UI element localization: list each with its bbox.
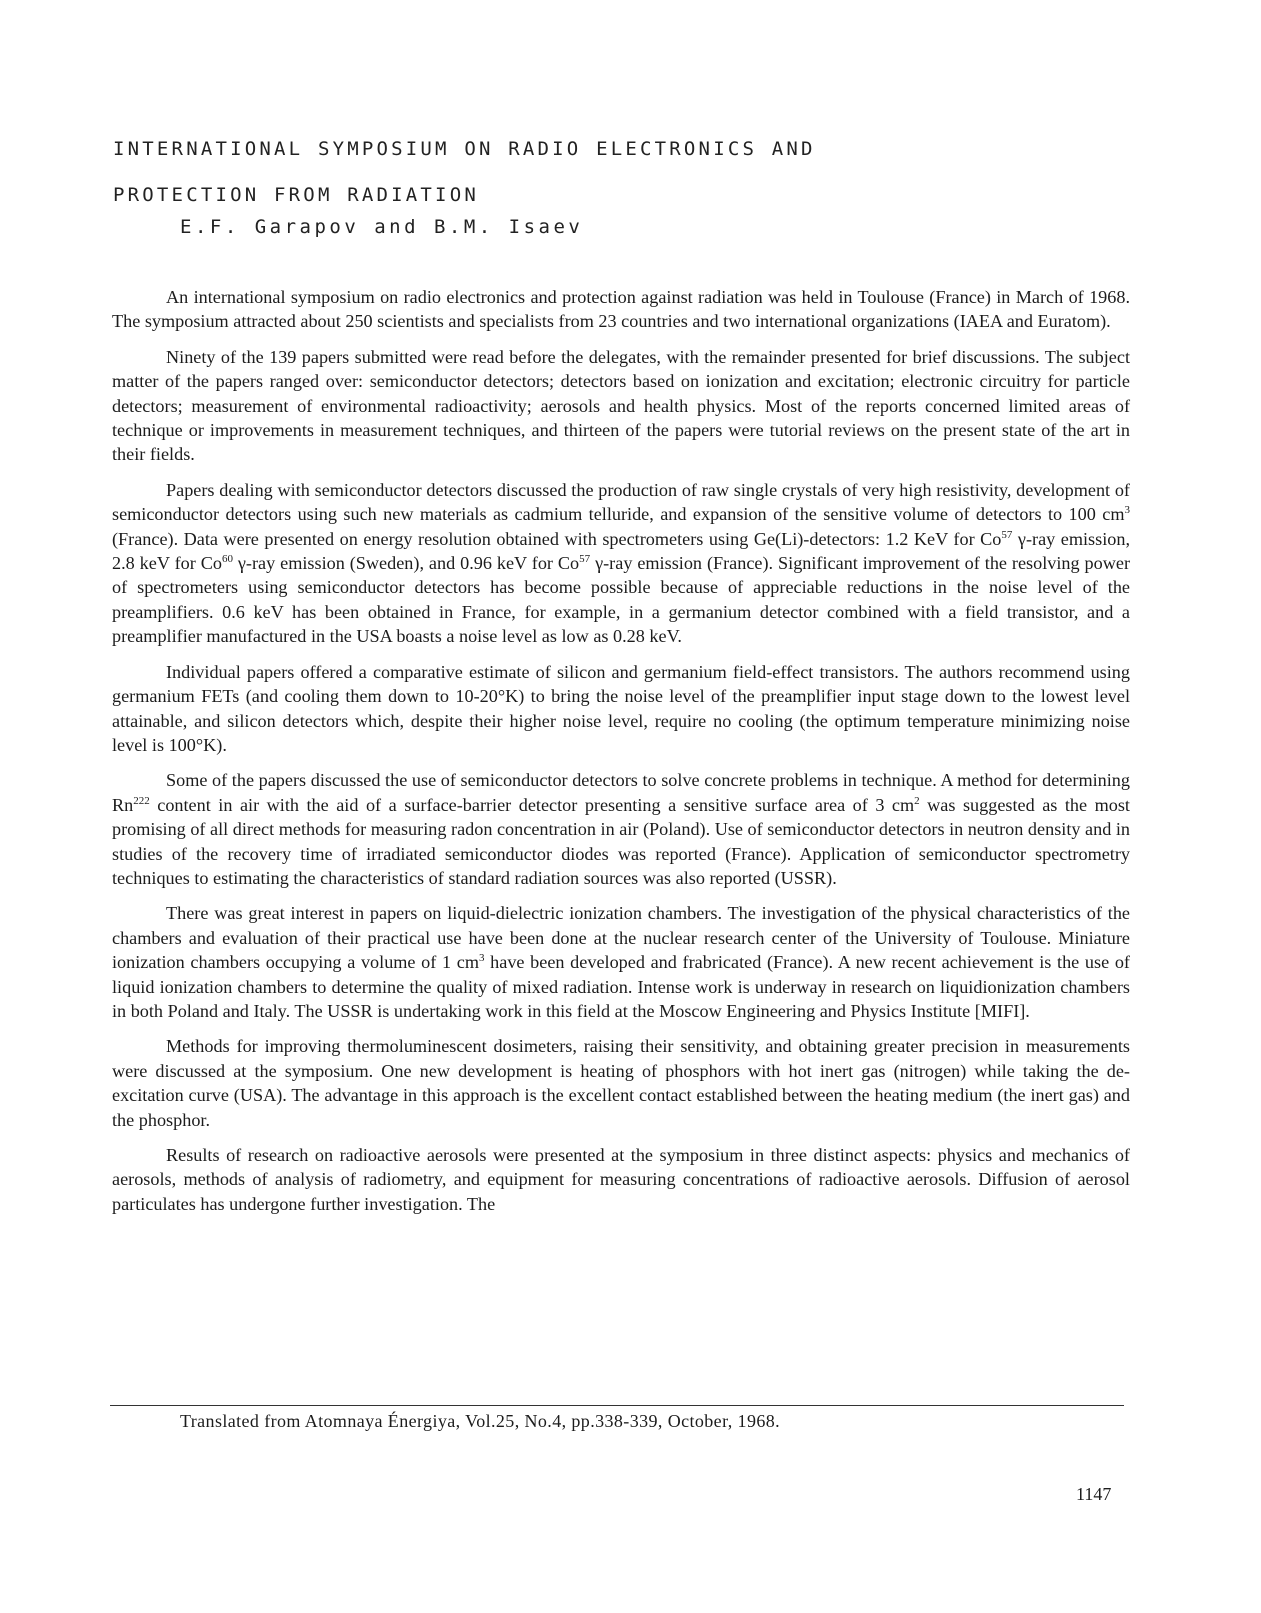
body-paragraph	[112, 901, 1130, 1023]
superscript: 3	[1124, 504, 1130, 517]
article-title	[113, 126, 1013, 218]
title-line-2: PROTECTION FROM RADIATION	[113, 184, 479, 206]
paragraph-text: Methods for improving thermoluminescent dosimeters, raising their sensitivity, and obtaining greater precision in measurements were discussed at the symposium. One new development is heating of phosphors with hot inert gas (nitrogen) while taking the de-excitation curve (USA). The advantage in this approach is the excellent contact established between the heating medium (the inert gas) and the phosphor.	[112, 1036, 1130, 1130]
superscript: 2	[914, 794, 920, 807]
paragraph-text: was suggested as the most promising of all direct methods for measuring radon concentration in air (Poland). Use of semiconductor detectors in neutron density and in studies of the recovery time of irradiated semiconductor diodes was reported (France). Application of semiconductor spectrometry techniques to estimating the characteristics of standard radiation sources was also reported (USSR).	[112, 794, 1130, 888]
superscript: 60	[221, 553, 233, 566]
paragraph-text: have been developed and frabricated (France). A new recent achievement is the use of liquid ionization chambers to determine the quality of mixed radiation. Intense work is underway in research on liquidionization chambers in both Poland and Italy. The USSR is undertaking work in this field at the Moscow Engineering and Physics Institute [MIFI].	[112, 952, 1130, 1021]
title-line-1: INTERNATIONAL SYMPOSIUM ON RADIO ELECTRONICS AND	[113, 138, 816, 160]
paragraph-text: γ-ray emission, 2.8 keV for Co	[112, 528, 1130, 574]
superscript: 57	[1001, 528, 1013, 541]
page-number: 1147	[1076, 1484, 1112, 1504]
paragraph-text: γ-ray emission (France). Significant improvement of the resolving power of spectrometers using semiconductor detectors has become possible because of appreciable reductions in the noise level of the preamplifiers. 0.6 keV has been obtained in France, for example, in a germanium detector combined with a field transistor, and a preamplifier manufactured in the USA boasts a noise level as low as 0.28 keV.	[112, 553, 1130, 647]
body-paragraph	[112, 1034, 1130, 1132]
paragraph-text: Papers dealing with semiconductor detectors discussed the production of raw single crystals of very high resistivity, development of semiconductor detectors using such new materials as cadmium telluride, and expansion of the sensitive volume of detectors to 100 cm	[112, 479, 1130, 525]
paragraph-text: Individual papers offered a comparative estimate of silicon and germanium field-effect transistors. The authors recommend using germanium FETs (and cooling them down to 10-20°K) to bring the noise level of the preamplifier input stage down to the lowest level attainable, and silicon detectors which, despite their higher noise level, require no cooling (the optimum temperature minimizing noise level is 100°K).	[112, 661, 1130, 755]
paragraph-text: Results of research on radioactive aerosols were presented at the symposium in three distinct aspects: physics and mechanics of aerosols, methods of analysis of radiometry, and equipment for measuring concentrations of radioactive aerosols. Diffusion of aerosol particulates has undergone further investigation. The	[112, 1145, 1130, 1214]
body-paragraph	[112, 660, 1130, 758]
paragraph-text: There was great interest in papers on liquid-dielectric ionization chambers. The investigation of the physical characteristics of the chambers and evaluation of their practical use have been done at the nuclear research center of the University of Toulouse. Miniature ionization chambers occupying a volume of 1 cm	[112, 903, 1130, 973]
body-paragraph	[112, 285, 1130, 334]
paragraph-text: (France). Data were presented on energy resolution obtained with spectrometers using Ge(Li)-detectors: 1.2 KeV for Co	[112, 528, 1002, 549]
superscript: 222	[133, 794, 150, 807]
paragraph-text: γ-ray emission (Sweden), and 0.96 keV for Co	[232, 553, 580, 574]
paragraph-text: content in air with the aid of a surface-barrier detector presenting a sensitive surface area of 3 cm	[149, 794, 915, 815]
superscript: 3	[479, 952, 485, 965]
paragraph-text: An international symposium on radio electronics and protection against radiation was held in Toulouse (France) in March of 1968. The symposium attracted about 250 scientists and specialists from 23 countries and two international organizations (IAEA and Euratom).	[112, 287, 1130, 332]
translation-footnote: Translated from Atomnaya Énergiya, Vol.25, No.4, pp.338-339, October, 1968.	[180, 1411, 781, 1431]
footnote-divider	[110, 1405, 1124, 1406]
article-body	[112, 285, 1130, 1227]
paragraph-text: Some of the papers discussed the use of semiconductor detectors to solve concrete problems in technique. A method for determining Rn	[112, 770, 1130, 815]
authors: E.F. Garapov and B.M. Isaev	[180, 216, 584, 238]
body-paragraph	[112, 345, 1130, 467]
superscript: 57	[579, 553, 591, 566]
body-paragraph	[112, 1143, 1130, 1216]
body-paragraph	[112, 478, 1130, 649]
body-paragraph	[112, 768, 1130, 890]
paragraph-text: Ninety of the 139 papers submitted were read before the delegates, with the remainder presented for brief discussions. The subject matter of the papers ranged over: semiconductor detectors; detectors based on ionization and excitation; electronic circuitry for particle detectors; measurement of environmental radioactivity; aerosols and health physics. Most of the reports concerned limited areas of technique or improvements in measurement techniques, and thirteen of the papers were tutorial reviews on the present state of the art in their fields.	[112, 346, 1130, 465]
